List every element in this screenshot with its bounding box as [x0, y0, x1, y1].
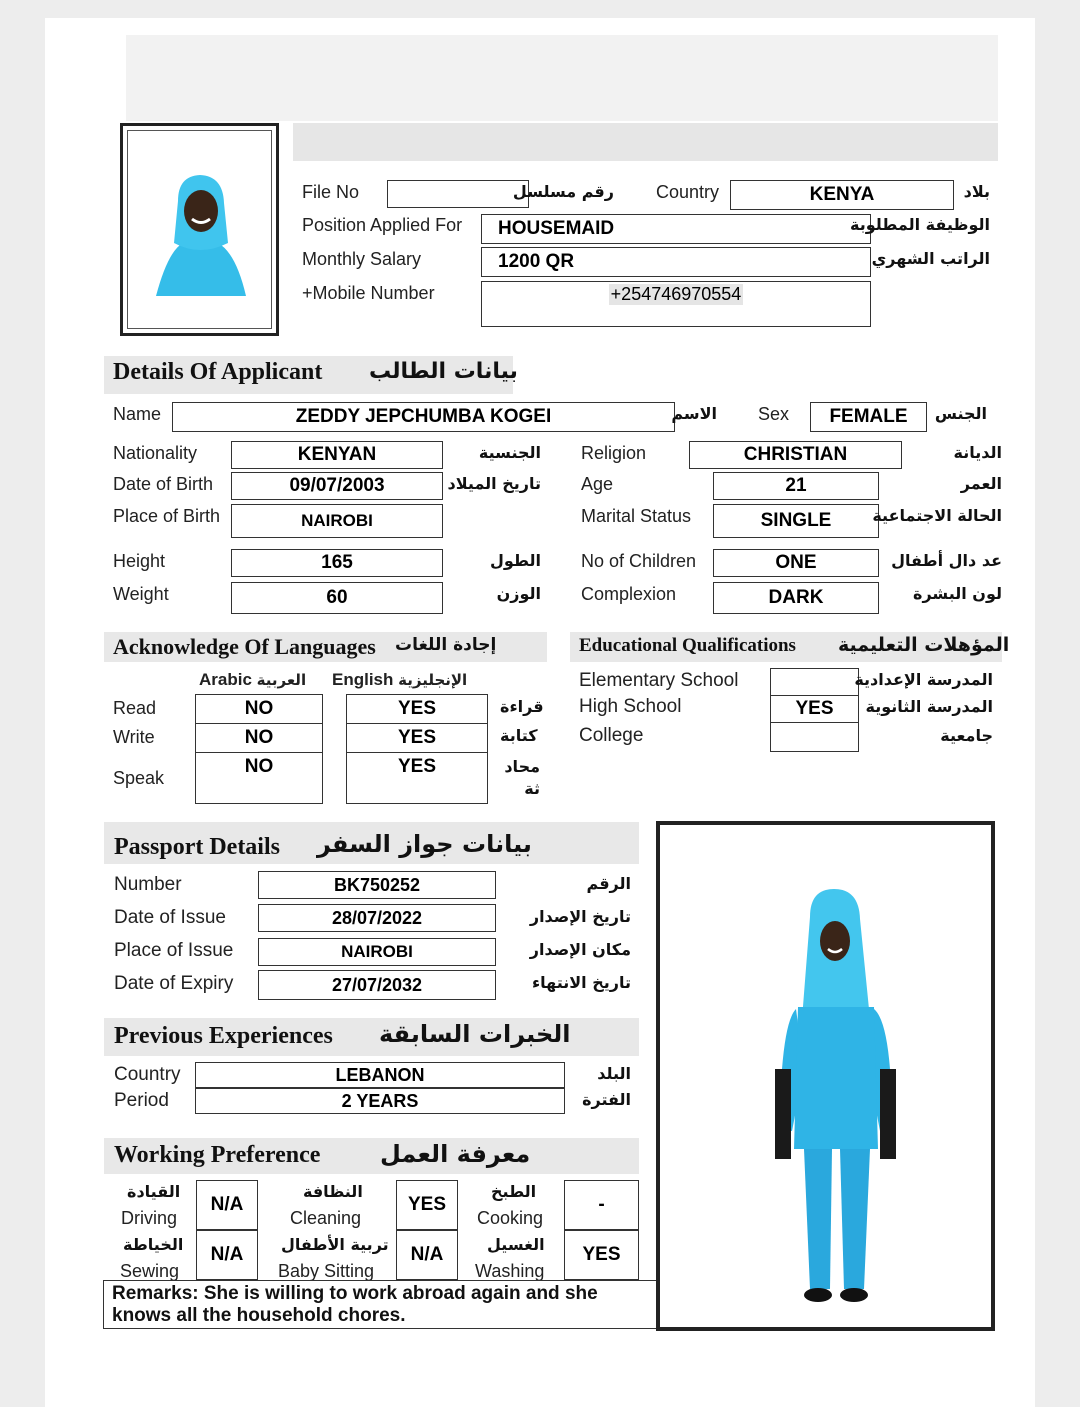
- lang-read-english: YES: [346, 694, 488, 724]
- name-label: Name: [113, 404, 162, 424]
- mobile-value: +254746970554: [610, 284, 742, 304]
- country-label: Country: [656, 182, 720, 202]
- passport-number-ar: الرقم: [586, 874, 631, 893]
- salary-field: 1200 QR: [481, 247, 871, 277]
- sex-label-ar: الجنس: [934, 404, 987, 423]
- col-english-ar: الإنجليزية: [398, 671, 468, 689]
- edu-elementary-ar: المدرسة الإعدادية: [854, 670, 993, 689]
- languages-title-ar: إجادة اللغات: [395, 635, 497, 655]
- country-field: KENYA: [730, 180, 954, 210]
- name-field: ZEDDY JEPCHUMBA KOGEI: [172, 402, 675, 432]
- edu-college-field: [770, 722, 859, 752]
- passport-issue-place-label: Place of Issue: [114, 940, 234, 961]
- passport-number-label: Number: [114, 874, 182, 895]
- remarks-box: [103, 1280, 657, 1329]
- file-no-field: [387, 180, 529, 208]
- complexion-label: Complexion: [581, 584, 677, 604]
- weight-label: Weight: [113, 584, 169, 604]
- full-body-image: [664, 829, 987, 1323]
- portrait-image: [128, 131, 272, 329]
- lang-write-english: YES: [346, 723, 488, 753]
- lang-speak-arabic: NO: [195, 752, 323, 804]
- remarks-text: Remarks: She is willing to work abroad again and she knows all the household chores.: [112, 1283, 598, 1326]
- edu-college-ar: جامعية: [940, 726, 993, 745]
- exp-country-ar: البلد: [597, 1064, 631, 1083]
- lang-speak-ar: محاد ثة: [504, 757, 540, 798]
- nationality-field: KENYAN: [231, 441, 443, 469]
- dob-label-ar: تاريخ الميلاد: [447, 474, 541, 493]
- lang-speak-label: Speak: [113, 768, 165, 788]
- pref-driving-ar: القيادة: [127, 1182, 181, 1201]
- edu-high-field: YES: [770, 695, 859, 723]
- religion-label: Religion: [581, 443, 647, 463]
- applicant-title-ar: بيانات الطالب: [369, 359, 518, 384]
- mobile-field: [481, 281, 871, 327]
- age-field: 21: [713, 472, 879, 500]
- pref-sewing-ar: الخياطة: [123, 1235, 184, 1254]
- exp-country-field: LEBANON: [195, 1062, 565, 1088]
- pref-sewing-value: N/A: [196, 1230, 258, 1280]
- dob-label: Date of Birth: [113, 474, 214, 494]
- experience-title: Previous Experiences: [114, 1023, 333, 1049]
- pob-field: NAIROBI: [231, 504, 443, 538]
- lang-read-ar: قراءة: [500, 697, 544, 716]
- passport-issue-date-label: Date of Issue: [114, 907, 226, 928]
- edu-college-label: College: [579, 725, 644, 746]
- marital-field: SINGLE: [713, 504, 879, 538]
- mobile-label: +Mobile Number: [302, 283, 435, 303]
- lang-write-arabic: NO: [195, 723, 323, 753]
- pref-washing-value: YES: [564, 1230, 639, 1280]
- file-no-label-ar: رقم مسلسل: [512, 182, 614, 201]
- lang-write-ar: كتابة: [500, 726, 538, 745]
- passport-issue-place-ar: مكان الإصدار: [529, 940, 631, 959]
- header-banner: [126, 35, 998, 121]
- col-english-label: [332, 670, 467, 690]
- complexion-field: DARK: [713, 582, 879, 614]
- passport-title: Passport Details: [114, 834, 280, 860]
- exp-country-label: Country: [114, 1064, 181, 1085]
- pob-label: Place of Birth: [113, 506, 221, 526]
- lang-speak-english: YES: [346, 752, 488, 804]
- exp-period-label: Period: [114, 1090, 169, 1111]
- nationality-label-ar: الجنسية: [478, 443, 541, 462]
- col-arabic-en: Arabic: [199, 670, 252, 689]
- pref-cleaning-ar: النظافة: [303, 1182, 363, 1201]
- lang-read-arabic: NO: [195, 694, 323, 724]
- passport-issue-date-ar: تاريخ الإصدار: [529, 907, 631, 926]
- col-english-en: English: [332, 670, 394, 689]
- complexion-label-ar: لون البشرة: [913, 584, 1002, 603]
- applicant-photo-full: [656, 821, 995, 1331]
- marital-label-ar: الحالة الاجتماعية: [872, 506, 1002, 525]
- name-label-ar: الاسم: [671, 404, 717, 423]
- edu-high-ar: المدرسة الثانوية: [865, 697, 993, 716]
- col-arabic-label: [199, 670, 306, 690]
- education-title: Educational Qualifications: [579, 635, 796, 656]
- pref-cleaning-label: Cleaning: [290, 1208, 362, 1228]
- applicant-title: Details Of Applicant: [113, 359, 323, 385]
- passport-expiry-field: 27/07/2032: [258, 970, 496, 1000]
- pref-sewing-label: Sewing: [120, 1261, 180, 1281]
- position-label: Position Applied For: [302, 215, 463, 235]
- position-field: HOUSEMAID: [481, 214, 871, 244]
- height-label: Height: [113, 551, 166, 571]
- experience-title-ar: الخبرات السابقة: [379, 1020, 571, 1048]
- weight-label-ar: الوزن: [496, 584, 541, 603]
- children-label: No of Children: [581, 551, 697, 571]
- sex-label: Sex: [758, 404, 790, 424]
- age-label-ar: العمر: [960, 474, 1002, 493]
- edu-elementary-label: Elementary School: [579, 670, 739, 691]
- file-no-label: File No: [302, 182, 360, 202]
- applicant-photo-small: [120, 123, 279, 336]
- religion-field: CHRISTIAN: [689, 441, 902, 469]
- dob-field: 09/07/2003: [231, 472, 443, 500]
- edu-high-label: High School: [579, 696, 682, 717]
- religion-label-ar: الديانة: [953, 443, 1002, 462]
- position-label-ar: الوظيفة المطلوبة: [850, 215, 990, 234]
- pref-babysitting-label: Baby Sitting: [278, 1261, 375, 1281]
- header-strip: [293, 123, 998, 161]
- preference-title-ar: معرفة العمل: [380, 1140, 531, 1168]
- weight-field: 60: [231, 582, 443, 614]
- passport-issue-date-field: 28/07/2022: [258, 904, 496, 932]
- passport-title-ar: بيانات جواز السفر: [317, 830, 532, 858]
- children-label-ar: عد دال أطفال: [891, 551, 1002, 570]
- passport-number-field: BK750252: [258, 871, 496, 899]
- pref-washing-label: Washing: [475, 1261, 545, 1281]
- pref-driving-value: N/A: [196, 1180, 258, 1230]
- passport-expiry-label: Date of Expiry: [114, 973, 234, 994]
- salary-label: Monthly Salary: [302, 249, 422, 269]
- pref-cleaning-value: YES: [396, 1180, 458, 1230]
- col-arabic-ar: العربية: [256, 671, 307, 689]
- height-label-ar: الطول: [490, 551, 541, 570]
- sex-field: FEMALE: [810, 402, 927, 432]
- exp-period-ar: الفترة: [582, 1090, 631, 1109]
- edu-elementary-field: [770, 668, 859, 696]
- preference-title: Working Preference: [114, 1142, 321, 1168]
- pref-babysitting-value: N/A: [396, 1230, 458, 1280]
- passport-expiry-ar: تاريخ الانتهاء: [531, 973, 631, 992]
- pref-babysitting-ar: تربية الأطفال: [281, 1235, 389, 1254]
- country-label-ar: بلاد: [963, 182, 990, 201]
- nationality-label: Nationality: [113, 443, 198, 463]
- languages-title: Acknowledge Of Languages: [113, 634, 376, 659]
- passport-issue-place-field: NAIROBI: [258, 938, 496, 966]
- pref-washing-ar: الغسيل: [487, 1235, 545, 1254]
- lang-write-label: Write: [113, 727, 155, 747]
- children-field: ONE: [713, 549, 879, 577]
- salary-label-ar: الراتب الشهري: [871, 249, 990, 268]
- pref-driving-label: Driving: [121, 1208, 178, 1228]
- education-title-ar: المؤهلات التعليمية: [838, 634, 1010, 656]
- pref-cooking-label: Cooking: [477, 1208, 544, 1228]
- pref-cooking-value: -: [564, 1180, 639, 1230]
- height-field: 165: [231, 549, 443, 577]
- age-label: Age: [581, 474, 614, 494]
- pref-cooking-ar: الطبخ: [491, 1182, 537, 1201]
- lang-read-label: Read: [113, 698, 157, 718]
- cv-page: [45, 18, 1035, 1407]
- marital-label: Marital Status: [581, 506, 692, 526]
- exp-period-field: 2 YEARS: [195, 1088, 565, 1114]
